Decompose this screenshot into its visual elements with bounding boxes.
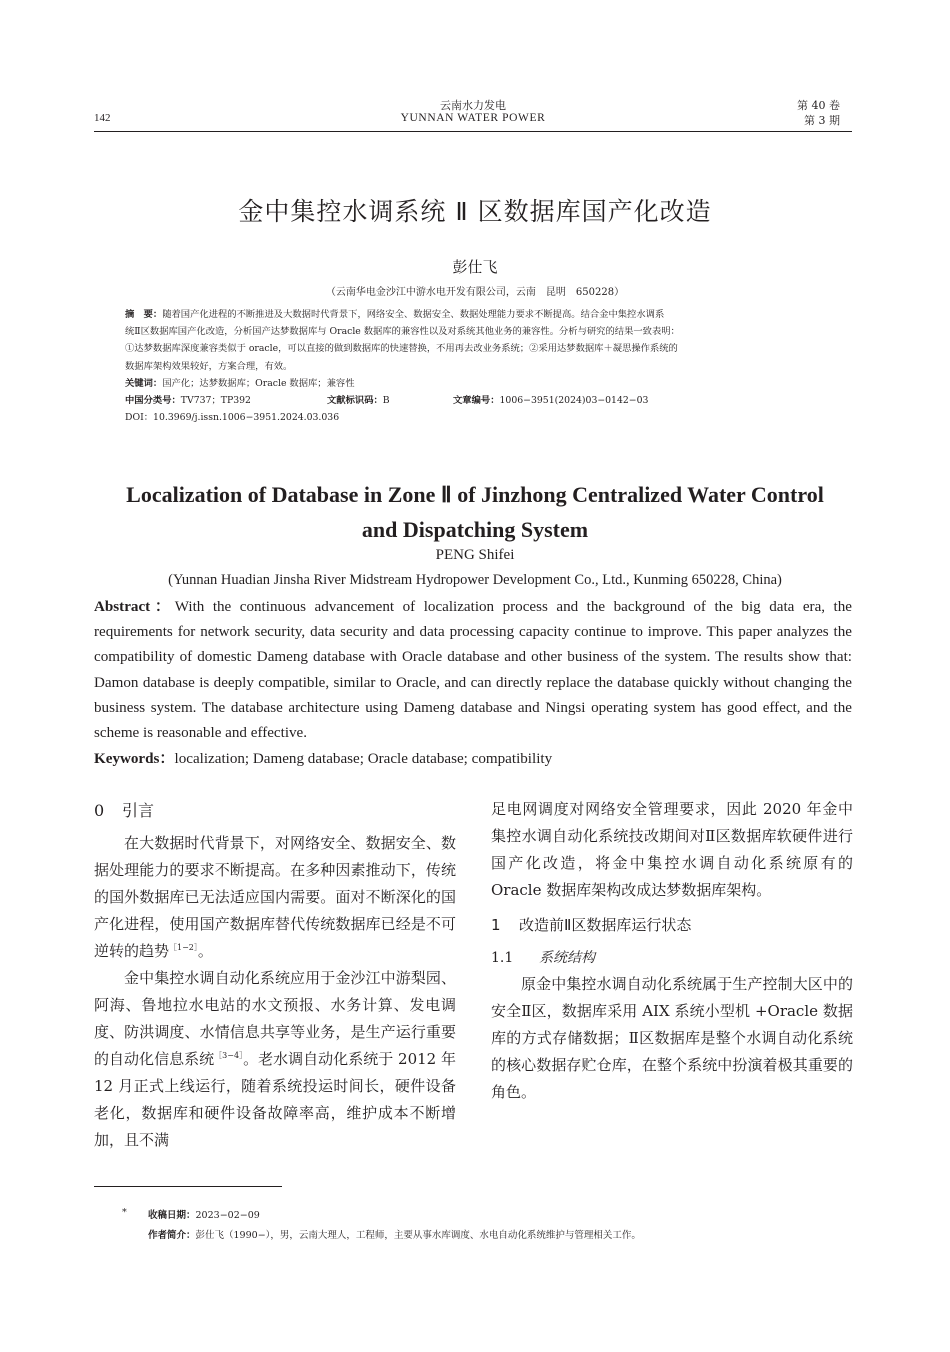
received-date: 收稿日期：2023−02−09 [148, 1210, 260, 1221]
doi: DOI：10.3969/j.issn.1006−3951.2024.03.036 [125, 412, 340, 424]
paper-title-en: Localization of Database in Zone Ⅱ of Jinzhong Centralized Water Control and Dispatching System [126, 482, 824, 542]
affiliation-cn: （云南华电金沙江中游水电开发有限公司，云南 昆明 650228） [325, 287, 625, 298]
author-en: PENG Shifei [435, 547, 515, 563]
abstract-en-label: Abstract [94, 599, 151, 615]
abstract-cn-line: 摘 要：随着国产化进程的不断推进及大数据时代背景下，网络安全、数据安全、数据处理能力要求不断提高。结合金中集控水调系 [125, 309, 665, 320]
abstract-cn-label: 摘 要： [125, 309, 163, 320]
running-header [94, 96, 852, 132]
body-right-column [491, 796, 853, 1106]
author-bio: 作者简介：彭仕飞（1990−），男，云南大理人，工程师，主要从事水库调度、水电自动化系统维护与管理相关工作。 [148, 1230, 641, 1241]
volume-label: 第 40 卷 [797, 99, 840, 112]
author-cn: 彭仕飞 [452, 258, 498, 276]
footnote-marker: * [122, 1207, 127, 1218]
classification-row [125, 392, 825, 409]
paragraph: 原金中集控水调自动化系统属于生产控制大区中的安全Ⅱ区，数据库采用 AIX 系统小型机 +Oracle 数据库的方式存储数据；Ⅱ区数据库是整个水调自动化系统的核心数据存贮仓库，在整个系统中扮演着极其重要的角色。 [491, 975, 853, 1101]
paragraph: 足电网调度对网络安全管理要求，因此 2020 年金中集控水调自动化系统技改期间对Ⅱ区数据库软硬件进行国产化改造，将金中集控水调自动化系统原有的 Oracle 数据库架构改成达梦数据库架构。 [491, 800, 853, 899]
paper-title-cn: 金中集控水调系统 Ⅱ 区数据库国产化改造 [238, 197, 712, 226]
keywords-en: Keywords：localization; Dameng database; Oracle database; compatibility [94, 751, 553, 767]
abstract-en: Abstract：With the continuous advancement of localization process and the background of the big data era, the requirements for network security, data security and data processing capacity continue to improve. This paper analyzes the compatibility of domestic Dameng database with Oracle database and other business of the system. The results show that: Damon database is deeply compatible, similar to Oracle, and can directly replace the database quickly without changing the business system. The database architecture using Dameng database and Ningsi operating system has good effect, and the scheme is reasonable and effective. [94, 599, 852, 742]
issue-label: 第 3 期 [804, 114, 840, 127]
clc-number: 中国分类号：TV737；TP392 [125, 395, 251, 406]
abstract-cn-line: 统Ⅱ区数据库国产化改造，分析国产达梦数据库与 Oracle 数据库的兼容性以及对系统其他业务的兼容性。分析与研究的结果一致表明： [125, 326, 680, 338]
footnote-rule [94, 1186, 282, 1187]
subsection-heading-1-1: 1.1 系统结构 [491, 950, 595, 966]
paragraph: 金中集控水调自动化系统应用于金沙江中游梨园、阿海、鲁地拉水电站的水文预报、水务计算、发电调度、防洪调度、水情信息共享等业务，是生产运行重要的自动化信息系统$^{[3-4]}$。老水调自动化系统于 2012 年 12 月正式上线运行，随着系统投运时间长，硬件设备老化，数据库和硬件设备故障率高，维护成本不断增加，且不满 [94, 969, 456, 1149]
section-heading-1: 1 改造前Ⅱ区数据库运行状态 [491, 916, 692, 934]
affiliation-en: (Yunnan Huadian Jinsha River Midstream Hydropower Development Co., Ltd., Kunming 650228, China) [168, 572, 782, 588]
journal-name-en: YUNNAN WATER POWER [400, 112, 546, 124]
abstract-cn-line: 数据库架构效果较好，方案合理，有效。 [125, 360, 293, 372]
journal-name-cn: 云南水力发电 [440, 99, 506, 112]
abstract-cn-line: ①达梦数据库深度兼容类似于 oracle，可以直接的做到数据库的快速替换，不用再去改业务系统；②采用达梦数据库＋凝思操作系统的 [125, 343, 678, 355]
abstract-cn-block [125, 306, 825, 426]
document-code: 文献标识码：B [327, 395, 390, 406]
keywords-cn: 关键词：国产化；达梦数据库；Oracle 数据库；兼容性 [125, 377, 355, 389]
citation-ref: ［3−4］ [214, 1051, 244, 1060]
paragraph: 在大数据时代背景下，对网络安全、数据安全、数据处理能力的要求不断提高。在多种因素推动下，传统的国外数据库已无法适应国内需要。面对不断深化的国产化进程，使用国产数据库替代传统数据库已经是不可逆转的趋势$^{[1-2]}$。 [94, 834, 456, 960]
section-heading-0: 0 引言 [94, 801, 155, 820]
article-number: 文章编号：1006−3951(2024)03−0142−03 [453, 395, 649, 406]
page-number: 142 [94, 112, 111, 124]
body-left-column [94, 796, 456, 1154]
citation-ref: ［1−2］ [169, 943, 198, 952]
